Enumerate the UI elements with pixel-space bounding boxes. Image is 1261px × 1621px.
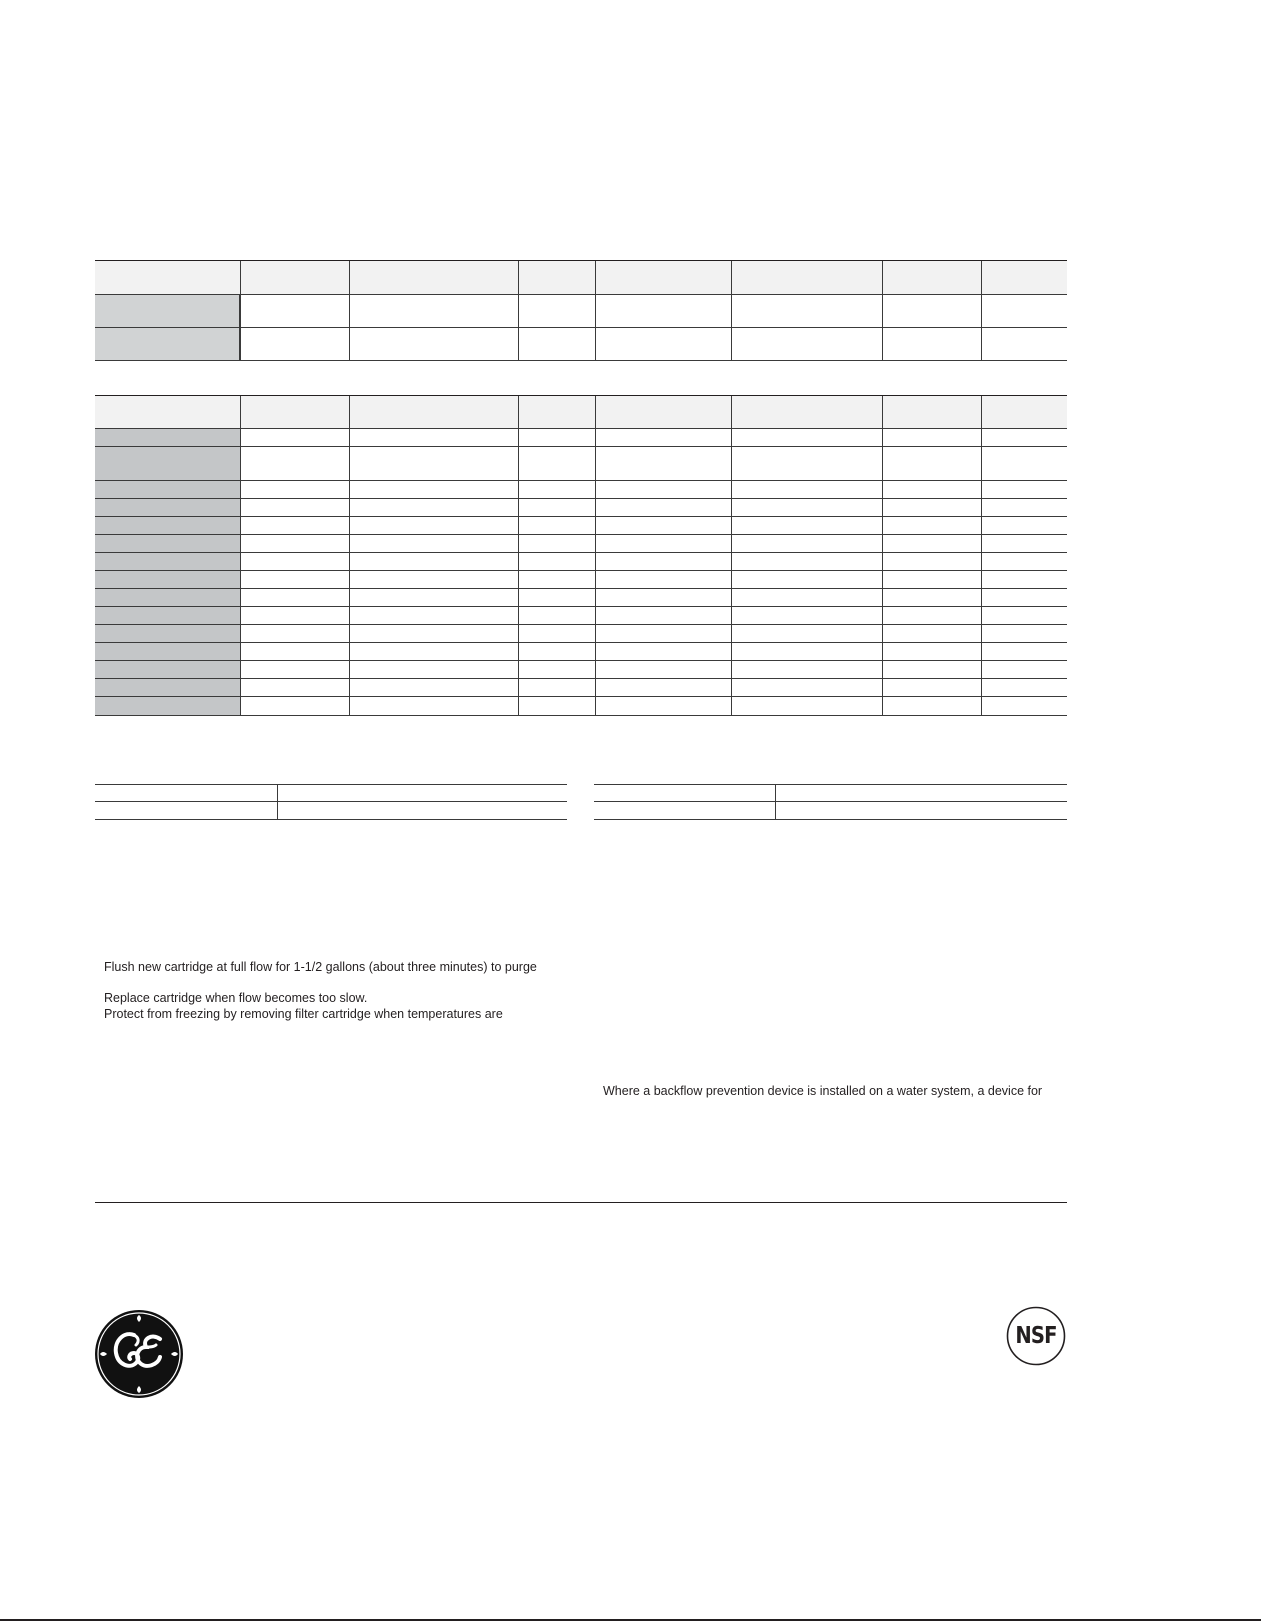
column-divider [518, 396, 519, 715]
section-divider [95, 1202, 1067, 1203]
performance-table-1 [95, 260, 1067, 361]
column-divider [882, 261, 883, 360]
nsf-logo [1006, 1306, 1066, 1366]
column-divider [981, 396, 982, 715]
column-divider [518, 261, 519, 360]
table-2-row-label [95, 517, 240, 534]
table-2-row-label [95, 607, 240, 624]
column-divider [595, 396, 596, 715]
backflow-note: Where a backflow prevention device is installed on a water system, a device for [603, 1084, 1043, 1098]
table-2-row-label [95, 499, 240, 516]
column-divider [349, 396, 350, 715]
column-divider [981, 261, 982, 360]
flush-instruction: Flush new cartridge at full flow for 1-1/2 gallons (about three minutes) to purge [104, 960, 537, 974]
nsf-logo-text: NSF [1015, 1323, 1057, 1349]
table-2-row-label [95, 553, 240, 570]
table-2-row-label [95, 661, 240, 678]
column-divider [349, 261, 350, 360]
column-divider [882, 396, 883, 715]
table-1-row-label [95, 295, 240, 327]
table-2-row-label [95, 429, 240, 446]
column-divider [240, 261, 241, 360]
column-divider [595, 261, 596, 360]
protect-instruction: Protect from freezing by removing filter cartridge when temperatures are [104, 1007, 503, 1021]
table-2-row-label [95, 679, 240, 696]
table-2-row-label [95, 481, 240, 498]
table-2-row-line [95, 715, 1067, 716]
table-2-row-label [95, 571, 240, 588]
table-2-row-label [95, 643, 240, 660]
table-2-row-label [95, 625, 240, 642]
small-table-right [594, 784, 1067, 820]
table-2-row-label [95, 535, 240, 552]
column-divider [240, 396, 241, 715]
ge-logo-icon [94, 1309, 184, 1399]
table-2-row-label [95, 697, 240, 715]
table-2-row-label [95, 589, 240, 606]
performance-table-2 [95, 395, 1067, 716]
table-2-row-label [95, 447, 240, 480]
column-divider [731, 261, 732, 360]
table-1-row-label [95, 328, 240, 360]
replace-instruction: Replace cartridge when flow becomes too slow. [104, 991, 368, 1005]
column-divider [731, 396, 732, 715]
small-table-left [95, 784, 567, 820]
